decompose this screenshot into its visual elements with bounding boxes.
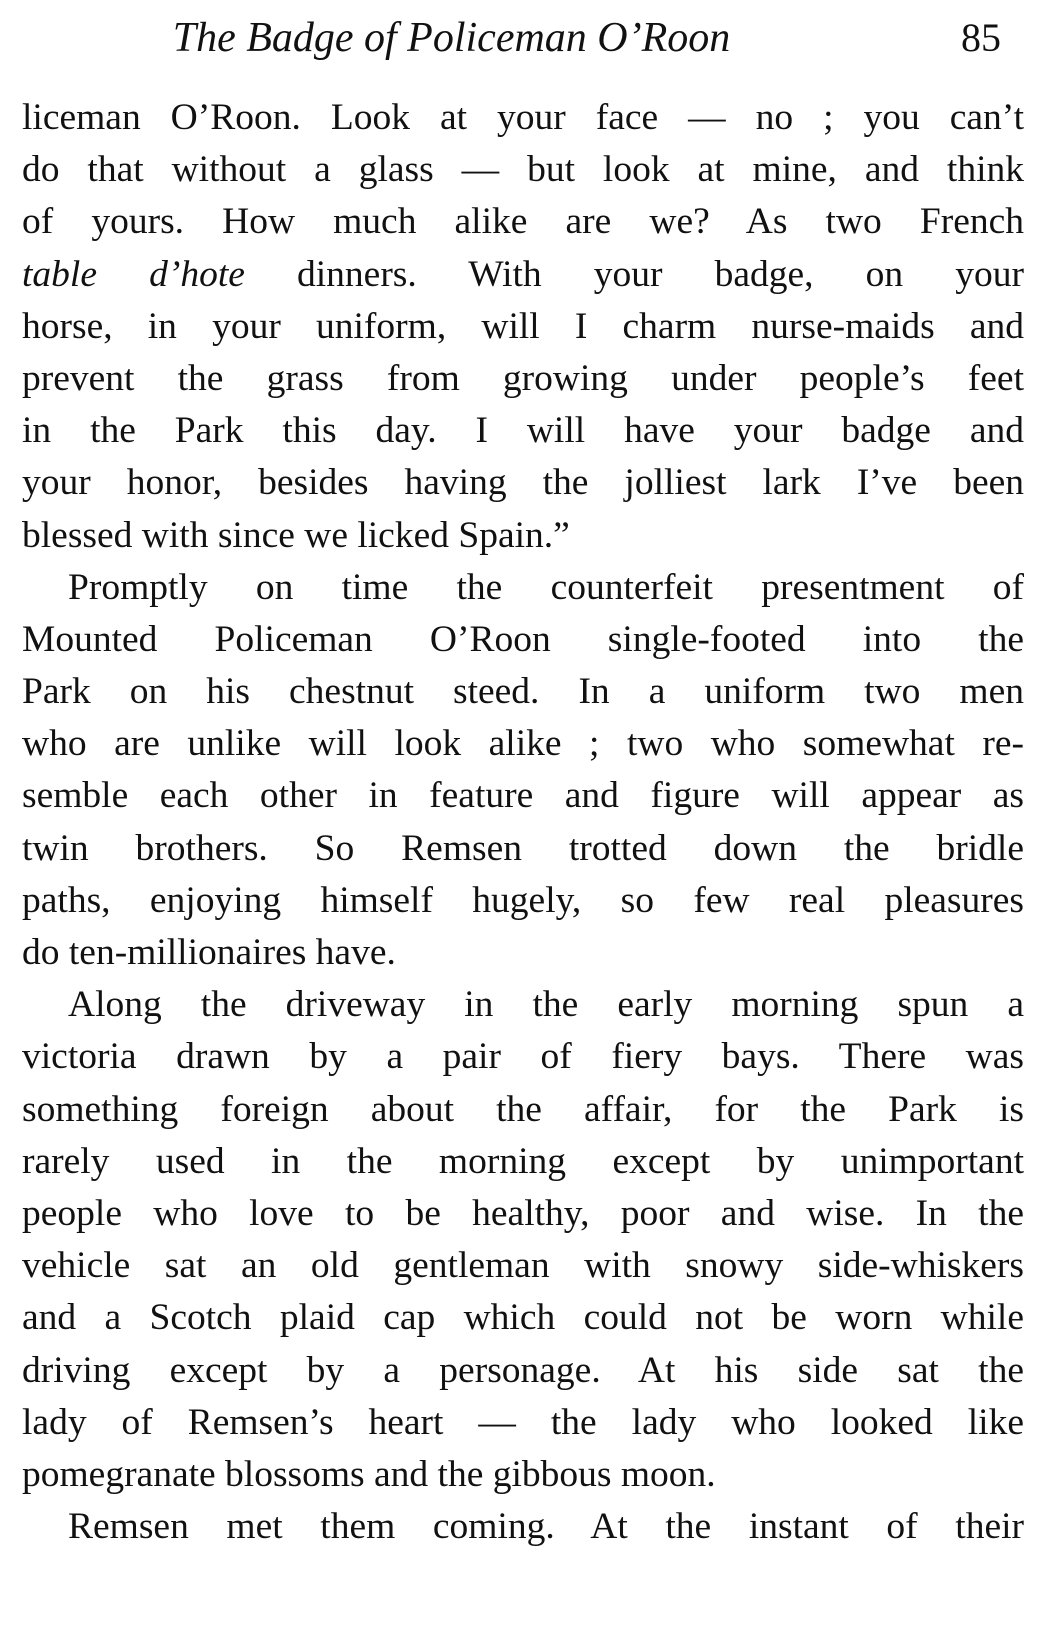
text-line: driving except by a personage. At his side sat the: [22, 1349, 1024, 1391]
text-line: in the Park this day. I will have your badge and: [22, 410, 1024, 452]
paragraph-1: [22, 92, 1024, 562]
running-head: [22, 8, 1001, 68]
text-line: twin brothers. So Remsen trotted down the bridle: [22, 827, 1024, 869]
text-line: something foreign about the affair, for the Park is: [22, 1088, 1024, 1130]
text-line: Promptly on time the counterfeit presentment of: [68, 566, 1024, 608]
page-number: 85: [961, 15, 1001, 60]
text-line: do ten-millionaires have.: [22, 932, 396, 973]
text-line: do that without a glass — but look at mine, and think: [22, 149, 1024, 191]
text-line: lady of Remsen’s heart — the lady who looked like: [22, 1401, 1024, 1443]
text-line: pomegranate blossoms and the gibbous moon.: [22, 1453, 716, 1495]
text-line: your honor, besides having the jolliest lark I’ve been: [22, 462, 1024, 504]
paragraph-4: [22, 1501, 1024, 1553]
text-line: rarely used in the morning except by unimportant: [22, 1140, 1024, 1182]
text-line: of yours. How much alike are we? As two French: [22, 201, 1024, 243]
text-line: vehicle sat an old gentleman with snowy side-whiskers: [22, 1245, 1024, 1287]
text-line: Remsen met them coming. At the instant of their: [68, 1506, 1024, 1548]
text-line: people who love to be healthy, poor and wise. In the: [22, 1192, 1024, 1234]
text-line: Park on his chestnut steed. In a uniform two men: [22, 671, 1024, 713]
text-line: victoria drawn by a pair of fiery bays. There was: [22, 1036, 1024, 1078]
text-line-rest: dinners. With your badge, on your: [297, 253, 1024, 295]
text-line: who are unlike will look alike ; two who somewhat re-: [22, 723, 1024, 765]
text-line: Mounted Policeman O’Roon single-footed into the: [22, 618, 1024, 660]
text-line: semble each other in feature and figure will appear as: [22, 775, 1024, 817]
text-line: and a Scotch plaid cap which could not be worn while: [22, 1297, 1024, 1339]
body-text: [22, 92, 1024, 1553]
text-line: blessed with since we licked Spain.”: [22, 514, 570, 556]
text-line: prevent the grass from growing under people’s feet: [22, 357, 1024, 399]
paragraph-2: [22, 562, 1024, 980]
italic-phrase: table d’hote: [22, 253, 245, 295]
running-title: The Badge of Policeman O’Roon: [172, 15, 731, 61]
text-line: horse, in your uniform, will I charm nurse-maids and: [22, 305, 1024, 347]
text-line-with-italic: [22, 249, 1024, 301]
text-line: liceman O’Roon. Look at your face — no ; you can’t: [22, 97, 1024, 138]
text-line: Along the driveway in the early morning spun a: [68, 984, 1024, 1026]
paragraph-3: [22, 979, 1024, 1501]
text-line: paths, enjoying himself hugely, so few real pleasures: [22, 879, 1024, 921]
